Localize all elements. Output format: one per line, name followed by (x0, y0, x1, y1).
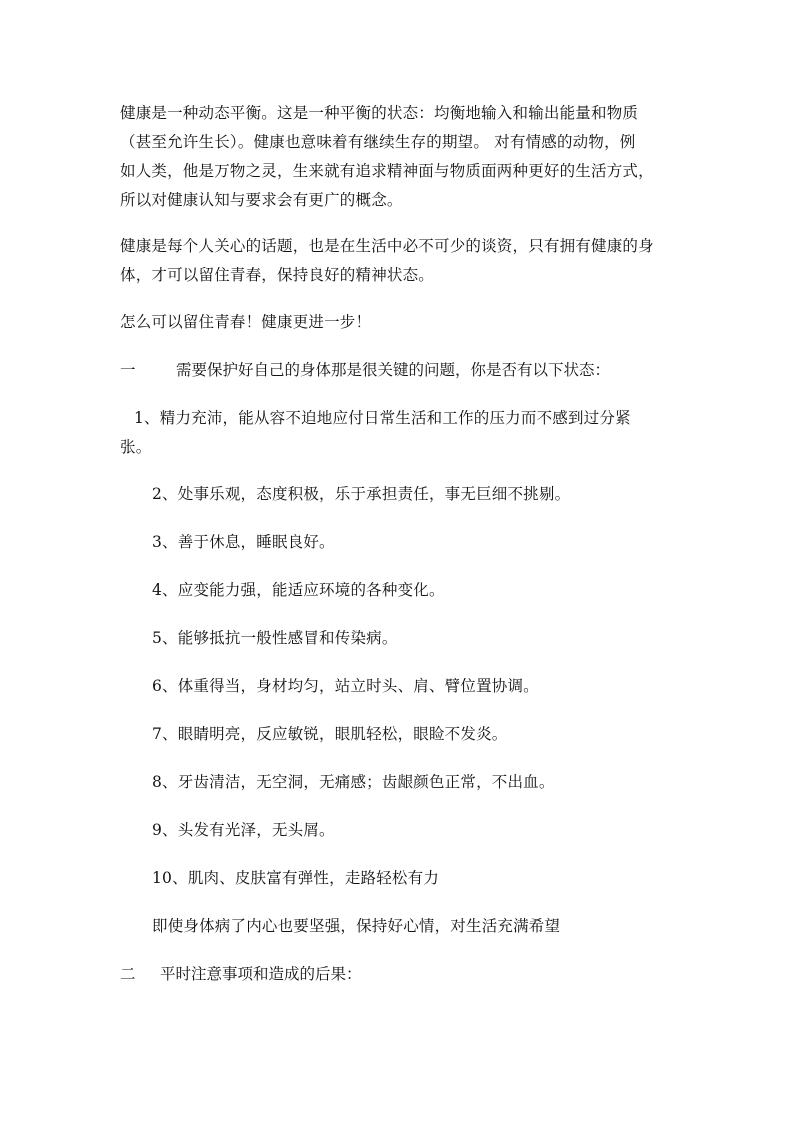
list-item-line: 1、精力充沛，能从容不迫地应付日常生活和工作的压力而不感到过分紧 (134, 409, 631, 427)
list-item: 8、牙齿清洁，无空洞，无痛感；齿龈颜色正常，不出血。 (152, 773, 555, 791)
paragraph-health-topic (120, 232, 680, 290)
paragraph-line: 健康是每个人关心的话题，也是在生活中必不可少的谈资，只有拥有健康的身 (120, 237, 654, 255)
list-item: 6、体重得当，身材均匀，站立时头、肩、臂位置协调。 (152, 677, 539, 695)
paragraph-health-definition (120, 99, 680, 215)
closing-statement: 即使身体病了内心也要坚强，保持好心情，对生活充满希望 (152, 917, 561, 935)
list-item: 7、眼睛明亮，反应敏锐，眼肌轻松，眼睑不发炎。 (152, 725, 508, 743)
paragraph-line: 健康是一种动态平衡。这是一种平衡的状态：均衡地输入和输出能量和物质 (120, 104, 639, 122)
list-item: 3、善于休息，睡眠良好。 (152, 533, 335, 551)
list-item-1 (120, 404, 694, 462)
list-item: 9、头发有光泽，无头屑。 (152, 821, 335, 839)
paragraph-youth-slogan: 怎么可以留住青春！健康更进一步！ (120, 313, 372, 331)
section-number: 二 (120, 965, 136, 983)
section-title: 需要保护好自己的身体那是很关键的问题，你是否有以下状态： (176, 361, 611, 379)
list-item: 2、处事乐观，态度积极，乐于承担责任，事无巨细不挑剔。 (152, 485, 571, 503)
paragraph-line: 体，才可以留住青春，保持良好的精神状态。 (120, 266, 435, 284)
list-item: 10、肌肉、皮肤富有弹性，走路轻松有力 (152, 869, 440, 887)
paragraph-line: 如人类，他是万物之灵，生来就有追求精神面与物质面两种更好的生活方式， (120, 162, 654, 180)
list-item: 5、能够抵抗一般性感冒和传染病。 (152, 629, 398, 647)
section-heading-1 (120, 356, 610, 385)
list-item-line: 张。 (120, 438, 152, 456)
list-item: 4、应变能力强，能适应环境的各种变化。 (152, 581, 445, 599)
section-number: 一 (120, 361, 136, 379)
paragraph-line: 所以对健康认知与要求会有更广的概念。 (120, 191, 403, 209)
section-title: 平时注意事项和造成的后果： (160, 965, 362, 983)
section-heading-2 (120, 960, 362, 989)
paragraph-line: （甚至允许生长）。健康也意味着有继续生存的期望。 对有情感的动物，例 (120, 133, 636, 151)
